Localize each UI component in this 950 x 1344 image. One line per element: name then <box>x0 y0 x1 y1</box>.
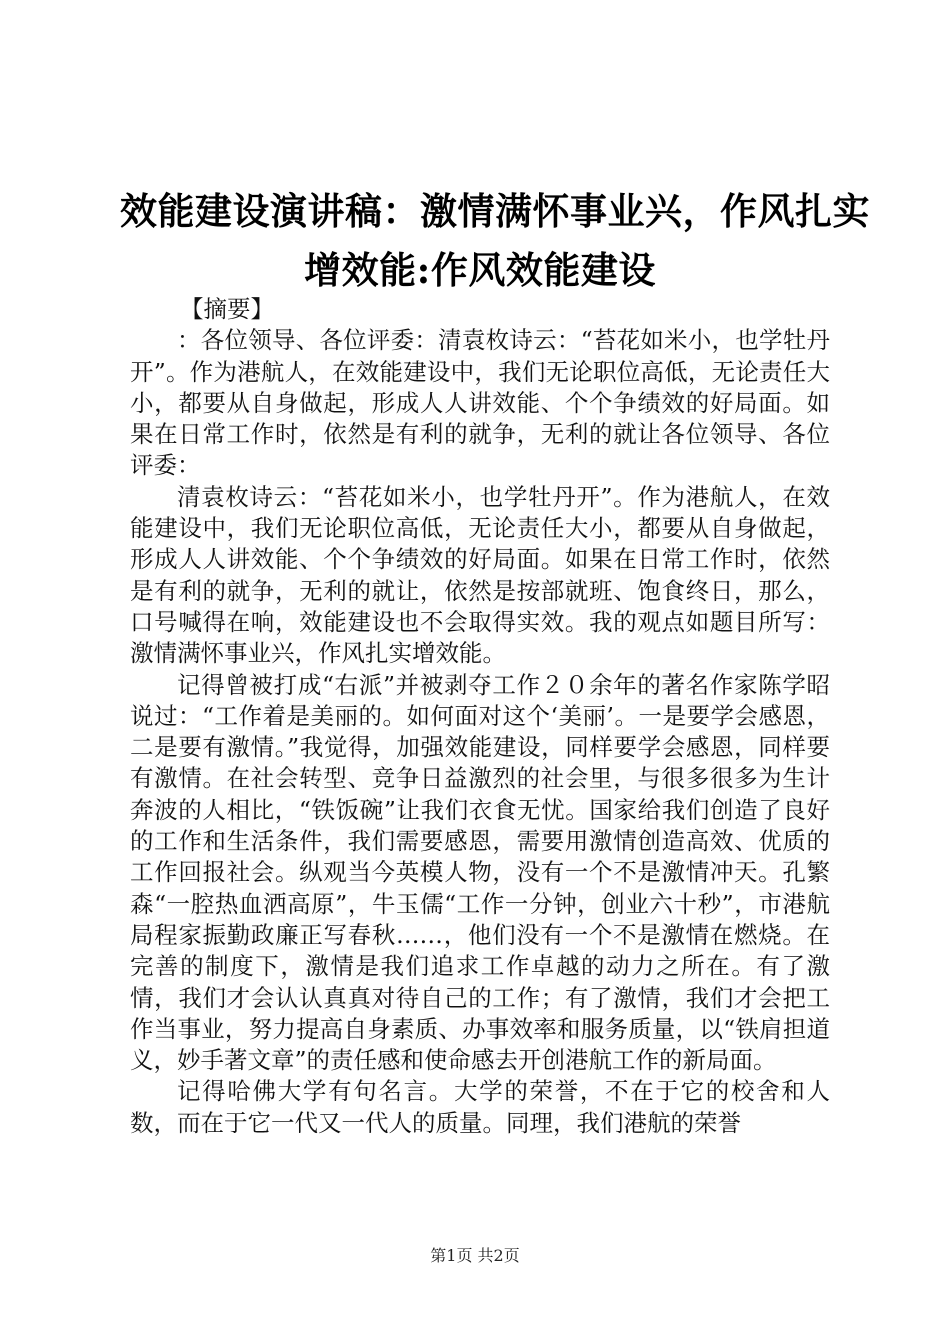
paragraph-1: ：各位领导、各位评委：清袁枚诗云：“苔花如米小，也学牡丹开”。作为港航人，在效能建设中，我们无论职位高低，无论责任大小，都要从自身做起，形成人人讲效能、个个争绩效的好局面。如果在日常工作时，依然是有利的就争，无利的就让各位领导、各位评委： <box>130 326 830 480</box>
paragraph-3: 记得曾被打成“右派”并被剥夺工作２０余年的著名作家陈学昭说过：“工作着是美丽的。如何面对这个‘美丽’。一是要学会感恩，二是要有激情。”我觉得，加强效能建设，同样要学会感恩，同样要有激情。在社会转型、竞争日益激烈的社会里，与很多很多为生计奔波的人相比，“铁饭碗”让我们衣食无忧。国家给我们创造了良好的工作和生活条件，我们需要感恩，需要用激情创造高效、优质的工作回报社会。纵观当今英模人物，没有一个不是激情冲天。孔繁森“一腔热血洒高原”，牛玉儒“工作一分钟，创业六十秒”，市港航局程家振勤政廉正写春秋……，他们没有一个不是激情在燃烧。在完善的制度下，激情是我们追求工作卓越的动力之所在。有了激情，我们才会认认真真对待自己的工作；有了激情，我们才会把工作当事业，努力提高自身素质、办事效率和服务质量，以“铁肩担道义，妙手著文章”的责任感和使命感去开创港航工作的新局面。 <box>130 670 830 1075</box>
page-title <box>120 182 870 300</box>
title-line-2: 增效能:作风效能建设 <box>304 248 656 292</box>
title-line-1: 效能建设演讲稿：激情满怀事业兴，作风扎实 <box>120 189 870 233</box>
paragraph-2: 清袁枚诗云：“苔花如米小，也学牡丹开”。作为港航人，在效能建设中，我们无论职位高低，无论责任大小，都要从自身做起，形成人人讲效能、个个争绩效的好局面。如果在日常工作时，依然是有利的就争，无利的就让，依然是按部就班、饱食终日，那么，口号喊得在响，效能建设也不会取得实效。我的观点如题目所写：激情满怀事业兴，作风扎实增效能。 <box>130 482 830 668</box>
paragraph-4: 记得哈佛大学有句名言。大学的荣誉，不在于它的校舍和人数，而在于它一代又一代人的质量。同理，我们港航的荣誉 <box>130 1077 830 1137</box>
page-footer: 第1页 共2页 <box>430 1246 520 1265</box>
document-body <box>130 294 830 1139</box>
abstract-label: 【摘要】 <box>180 295 274 323</box>
